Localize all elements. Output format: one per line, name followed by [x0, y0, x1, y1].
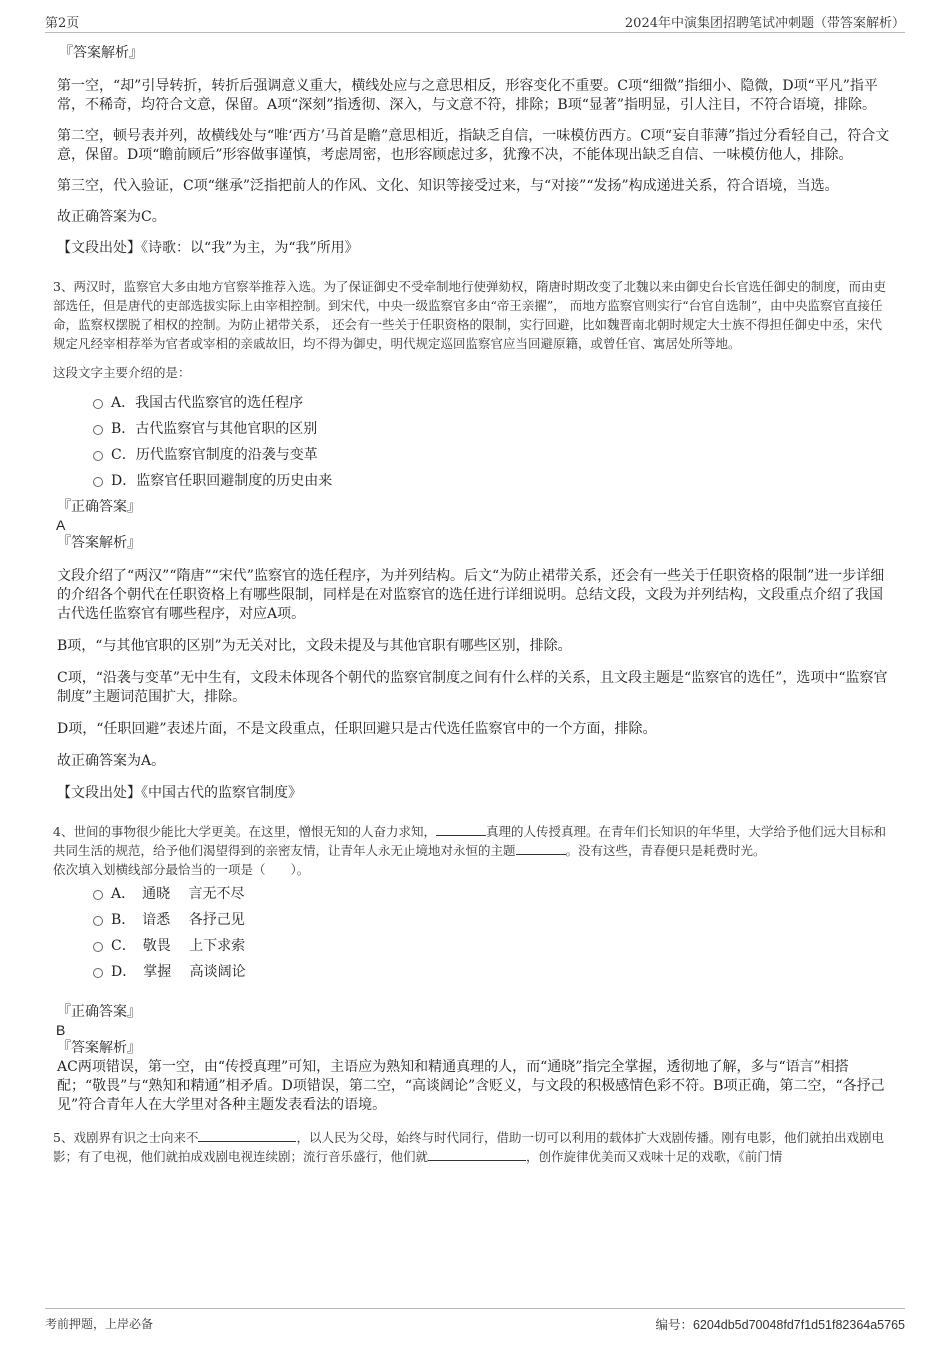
q3-answer-block: [57, 498, 893, 803]
question-prompt: 依次填入划横线部分最恰当的一项是（ ）。: [53, 862, 310, 877]
correct-answer-label: 『正确答案』: [57, 1004, 141, 1020]
question-stem: 3、两汉时，监察官大多由地方官察举推荐入选。为了保证御史不受牵制地行使弹劾权，隋唐时期改变了北魏以来由御史台长官选任御史的制度，而由吏部选任，但是唐代的吏部选拔实际上由宰相控制。到宋代，中央一级监察官多由“帝王亲擢”， 而地方监察官则实行“台官自选制”，由中央监察官直接任命，监察权摆脱了相权的控制。为防止裙带关系， 还会有一些关于任职资格的限制，实行回避，比如魏晋南北朝时规定大士族不得担任御史中丞，宋代规定凡经宰相荐举为官者或宰相的亲戚故旧，均不得为御史，明代规定巡回监察官应当回避原籍，或曾任官、寓居处所等地。: [53, 279, 886, 351]
correct-answer-label: 『正确答案』: [57, 499, 141, 515]
document-code: 编号：6204db5d70048fd7f1d51f82364a5765: [655, 1318, 905, 1332]
analysis-paragraph: AC两项错误，第一空，由“传授真理”可知，主语应为熟知和精通真理的人，而“通晓”指完全掌握，透彻地了解，多与“语言”相搭配；“敬畏”与“熟知和精通”相矛盾。D项错误，第二空，“高谈阔论”含贬义，与文段的积极感情色彩不符。B项正确，第二空，“各抒己见”符合青年人在大学里对各种主题发表看法的语境。: [57, 1059, 885, 1113]
page-number: 第2页: [45, 16, 80, 31]
analysis-paragraph: 第一空，“却”引导转折，转折后强调意义重大，横线处应与之意思相反，形容变化不重要。C项“细微”指细小、隐微，D项“平凡”指平常，不稀奇，均符合文意，保留。A项“深刻”指透彻、深入，与文意不符，排除；B项“显著”指明显，引人注目，不符合语境，排除。: [57, 78, 878, 113]
analysis-paragraph: 第三空，代入验证，C项“继承”泛指把前人的作风、文化、知识等接受过来，与“对接”“发扬”构成递进关系，符合语境，当选。: [57, 178, 839, 194]
question-prompt: 这段文字主要介绍的是：: [53, 365, 191, 380]
radio-icon[interactable]: [93, 968, 103, 978]
analysis-label: 『答案解析』: [57, 1040, 141, 1056]
analysis-paragraph: 文段介绍了“两汉”“隋唐”“宋代”监察官的选任程序，为并列结构。后文“为防止裙带关系，还会有一些关于任职资格的限制”进一步详细的介绍各个朝代在任职资格上有哪些限制，同样是在对监察官的选任进行详细说明。总结文段，文段为并列结构，文段重点介绍了我国古代选任监察官有哪些程序，对应A项。: [57, 568, 885, 622]
document-title: 2024年中演集团招聘笔试冲刺题（带答案解析）: [624, 16, 905, 31]
radio-icon[interactable]: [93, 425, 103, 435]
option-d[interactable]: D． 掌握 高谈阔论: [53, 959, 893, 985]
option-d[interactable]: D．监察官任职回避制度的历史由来: [53, 468, 893, 494]
analysis-label: 『答案解析』: [59, 45, 143, 61]
radio-icon[interactable]: [93, 916, 103, 926]
fill-blank: [516, 842, 566, 855]
option-list: [53, 881, 893, 985]
radio-icon[interactable]: [93, 890, 103, 900]
option-a[interactable]: A．我国古代监察官的选任程序: [53, 390, 893, 416]
source-citation: 【文段出处】《诗歌：以“我”为主，为“我”所用》: [57, 240, 359, 256]
option-c[interactable]: C． 敬畏 上下求索: [53, 933, 893, 959]
correct-answer: B: [56, 1022, 66, 1038]
question-4: [53, 822, 893, 1115]
footer-slogan: 考前押题，上岸必备: [45, 1317, 154, 1331]
page-content: [53, 44, 893, 1166]
option-c[interactable]: C．历代监察官制度的沿袭与变革: [53, 442, 893, 468]
answer-statement: 故正确答案为A。: [57, 753, 166, 769]
radio-icon[interactable]: [93, 477, 103, 487]
radio-icon[interactable]: [93, 451, 103, 461]
analysis-paragraph: D项，“任职回避”表述片面，不是文段重点，任职回避只是古代选任监察官中的一个方面，排除。: [57, 721, 657, 737]
question-5: [53, 1128, 893, 1166]
option-b[interactable]: B． 谙悉 各抒己见: [53, 907, 893, 933]
fill-blank: [436, 823, 486, 836]
analysis-paragraph: C项，“沿袭与变革”无中生有，文段未体现各个朝代的监察官制度之间有什么样的关系，且文段主题是“监察官的选任”，选项中“监察官制度”主题词范围扩大，排除。: [57, 670, 888, 705]
question-stem: 5、戏剧界有识之士向来不 ，以人民为父母，始终与时代同行，借助一切可以利用的载体扩大戏剧传播。刚有电影，他们就拍出戏剧电影；有了电视，他们就拍成戏剧电视连续剧；流行音乐盛行，他们就 ，创作旋律优美而又戏味十足的戏歌，《前门情: [53, 1130, 884, 1164]
answer-statement: 故正确答案为C。: [57, 209, 166, 225]
option-list: [53, 390, 893, 494]
q2-analysis: [57, 44, 893, 258]
analysis-paragraph: B项，“与其他官职的区别”为无关对比，文段未提及与其他官职有哪些区别，排除。: [57, 638, 572, 654]
fill-blank: [198, 1129, 296, 1142]
correct-answer: A: [56, 517, 66, 533]
radio-icon[interactable]: [93, 399, 103, 409]
page-footer: [45, 1308, 905, 1333]
page-header: [45, 10, 905, 33]
analysis-label: 『答案解析』: [57, 535, 141, 551]
analysis-paragraph: 第二空，顿号表并列，故横线处与“唯‘西方’马首是瞻”意思相近，指缺乏自信，一味模仿西方。C项“妄自菲薄”指过分看轻自己，符合文意，保留。D项“瞻前顾后”形容做事谨慎，考虑周密，也形容顾虑过多，犹豫不决，不能体现出缺乏自信、一味模仿他人，排除。: [57, 128, 890, 163]
fill-blank: [428, 1148, 526, 1161]
radio-icon[interactable]: [93, 942, 103, 952]
option-a[interactable]: A． 通晓 言无不尽: [53, 881, 893, 907]
q4-answer-block: [57, 1003, 893, 1115]
question-stem: 4、世间的事物很少能比大学更美。在这里，憎恨无知的人奋力求知， 真理的人传授真理。在青年们长知识的年华里，大学给予他们远大目标和共同生活的规范，给予他们渴望得到的亲密友情，让青年人永无止境地对永恒的主题 。没有这些，青春便只是耗费时光。: [53, 824, 886, 858]
option-b[interactable]: B．古代监察官与其他官职的区别: [53, 416, 893, 442]
source-citation: 【文段出处】《中国古代的监察官制度》: [57, 785, 302, 801]
question-3: [53, 277, 893, 803]
